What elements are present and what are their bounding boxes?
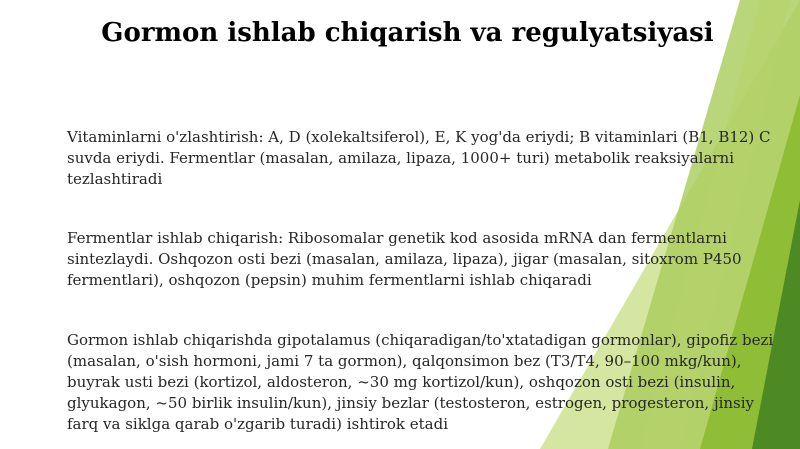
paragraph-vitamins: Vitaminlarni o'zlashtirish: A, D (xolekaltsiferol), E, K yog'da eriydi; B vitaminlari (B1, B12) C suvda eriydi. Fermentlar (masalan, amilaza, lipaza, 1000+ turi) metabolik reaksiyalarni tezlashtiradi bbox=[67, 128, 771, 188]
slide-title: Gormon ishlab chiqarish va regulyatsiyasi bbox=[101, 18, 714, 48]
paragraph-hormones: Gormon ishlab chiqarishda gipotalamus (chiqaradigan/to'xtatadigan gormonlar), gipofiz bezi (masalan, o'sish hormoni, jami 7 ta gormon), qalqonsimon bez (T3/T4, 90–100 mkg/kun), buyrak usti bezi (kortizol, aldosteron, ~30 mg kortizol/kun), oshqozon osti bezi (insulin, glyukagon, ~50 birlik insulin/kun), jinsiy bezlar (testosteron, estrogen, progesteron, jinsiy farq va siklga qarab o'zgarib turadi) ishtirok etadi bbox=[67, 331, 774, 433]
paragraph-enzymes: Fermentlar ishlab chiqarish: Ribosomalar genetik kod asosida mRNA dan fermentlarni sintezlaydi. Oshqozon osti bezi (masalan, amilaza, lipaza), jigar (masalan, sitoxrom P450 fermentlari), oshqozon (pepsin) muhim fermentlarni ishlab chiqaradi bbox=[67, 229, 742, 289]
